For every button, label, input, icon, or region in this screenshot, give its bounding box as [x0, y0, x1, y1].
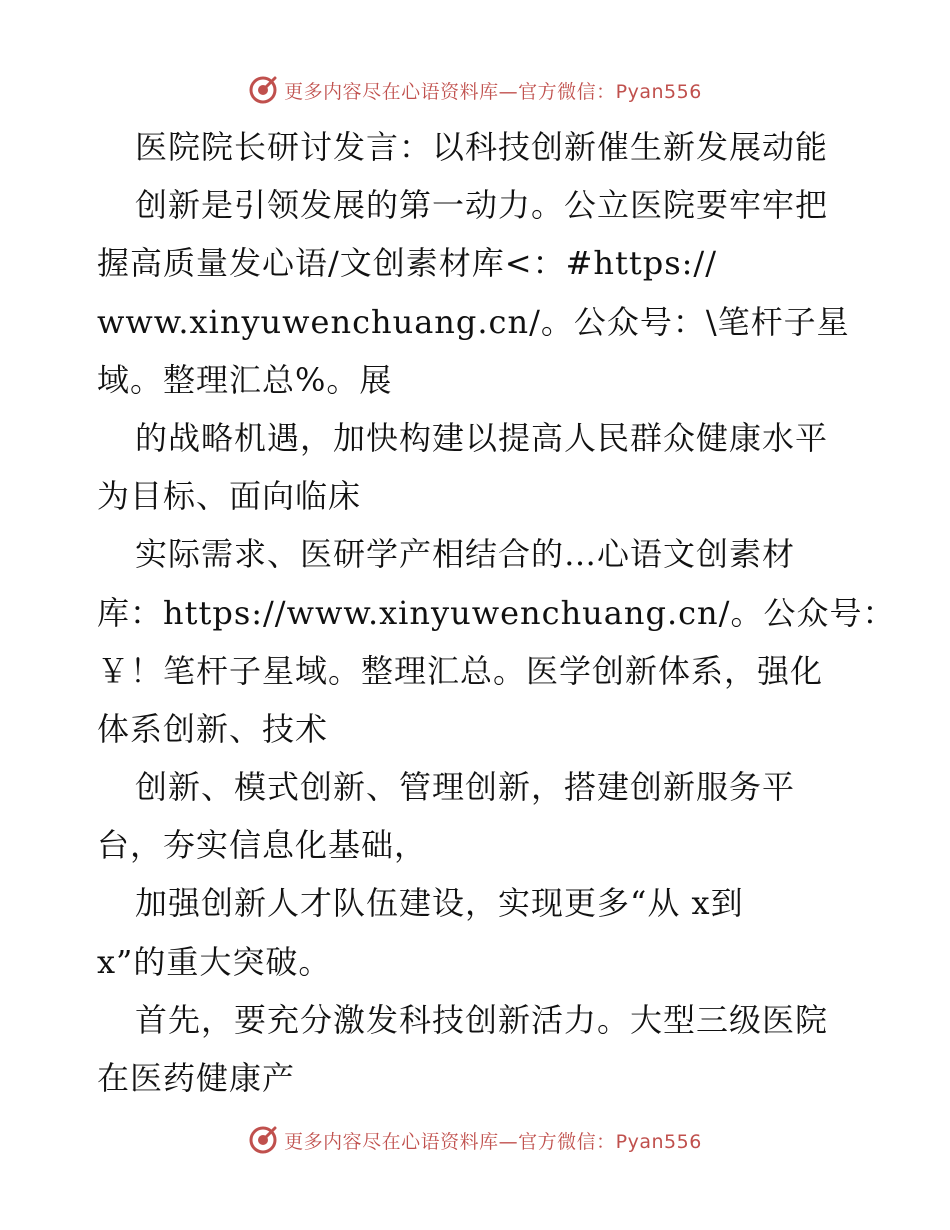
paragraph-line: 握高质量发心语/文创素材库<：#https://	[97, 244, 717, 283]
paragraph-line: 创新、模式创新、管理创新，搭建创新服务平	[135, 768, 796, 807]
paragraph-line: 域。整理汇总%。展	[97, 360, 393, 399]
paragraph-line: 加强创新人才队伍建设，实现更多“从 x到	[135, 884, 744, 923]
doc-title: 医院院长研讨发言：以科技创新催生新发展动能	[135, 128, 829, 166]
pen-seal-icon	[248, 75, 278, 105]
paragraph-line: 的战略机遇，加快构建以提高人民群众健康水平	[135, 418, 829, 457]
paragraph-line: www.xinyuwenchuang.cn/。公众号：\笔杆子星	[97, 302, 850, 341]
paragraph-line: 创新是引领发展的第一动力。公立医院要牢牢把	[135, 186, 829, 225]
paragraph-line: 为目标、面向临床	[97, 477, 362, 516]
header-banner	[0, 72, 950, 108]
paragraph-line: x”的重大突破。	[97, 942, 332, 981]
footer-banner-text: 更多内容尽在心语资料库—官方微信：Pyan556	[284, 1130, 702, 1153]
paragraph-line: 体系创新、技术	[97, 709, 329, 748]
paragraph-line: 台，夯实信息化基础，	[97, 826, 428, 865]
paragraph-line: 首先，要充分激发科技创新活力。大型三级医院	[135, 1000, 829, 1039]
paragraph-line: 在医药健康产	[97, 1059, 296, 1097]
header-banner-text: 更多内容尽在心语资料库—官方微信：Pyan556	[284, 80, 702, 103]
paragraph-line: 库：https://www.xinyuwenchuang.cn/。公众号：	[97, 593, 896, 632]
paragraph-line: 实际需求、医研学产相结合的…心语文创素材	[135, 535, 796, 574]
footer-banner	[0, 1122, 950, 1158]
pen-seal-icon	[248, 1125, 278, 1155]
paragraph-line: ￥！笔杆子星域。整理汇总。医学创新体系，强化	[97, 651, 824, 690]
document-body	[97, 118, 896, 1107]
